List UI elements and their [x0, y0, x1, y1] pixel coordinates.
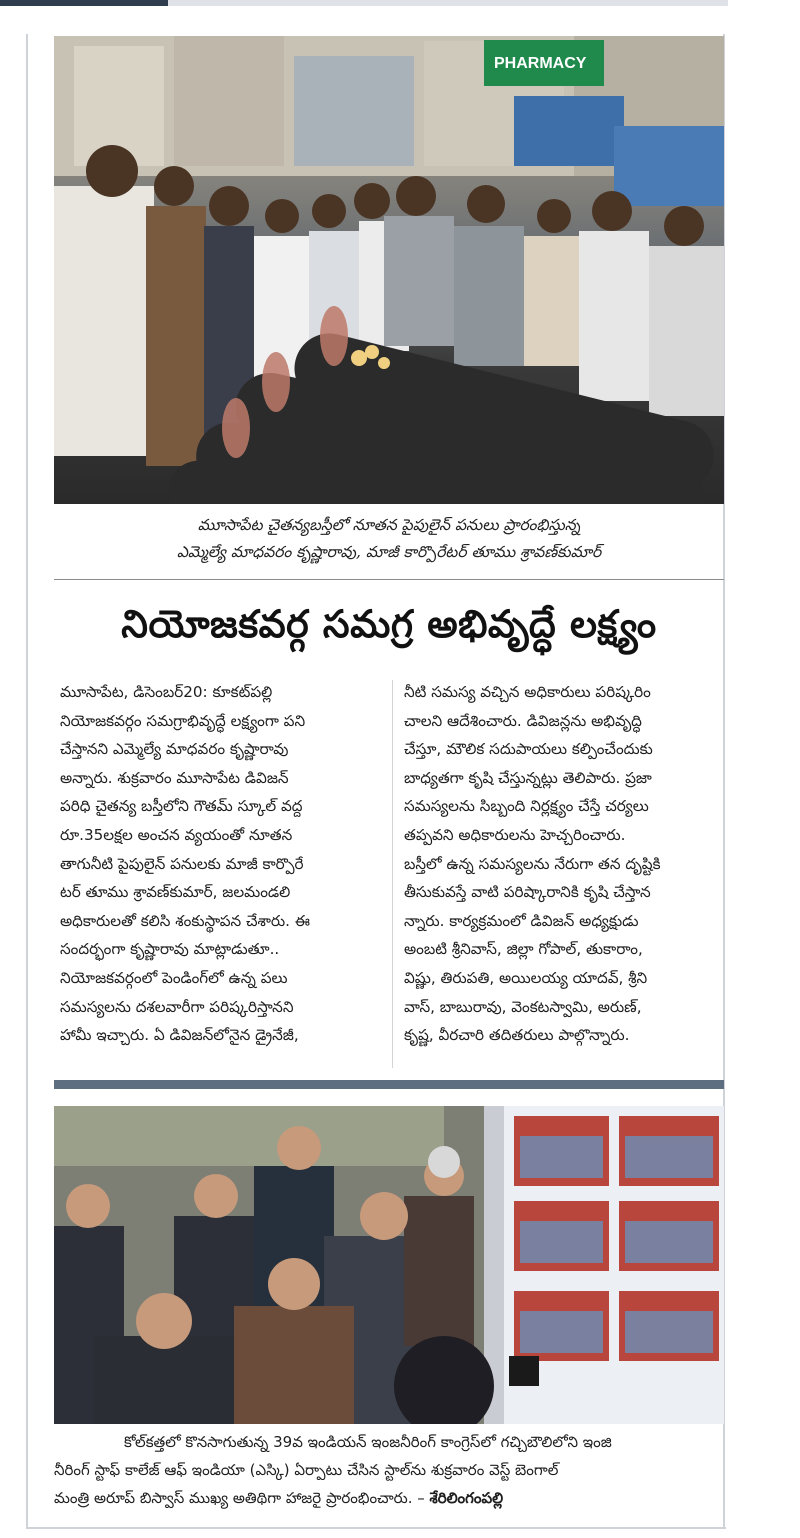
article-column-right [404, 678, 722, 1050]
engineering-congress-illustration [54, 1106, 724, 1424]
article-column-left [60, 678, 378, 1050]
caption-1-line-2: ఎమ్మెల్యే మాధవరం కృష్ణారావు, మాజీ కార్పొరేటర్ తూము శ్రావణ్‌కుమార్ [176, 543, 602, 561]
article-line: తాగునీటి పైపులైన్ పనులకు మాజీ కార్పొరే [60, 854, 304, 873]
caption-1-line-1: మూసాపేట చైతన్యబస్తీలో నూతన పైపులైన్ పనులు ప్రారంభిస్తున్న [197, 516, 581, 534]
article-line: రూ.35లక్షల అంచన వ్యయంతో నూతన [60, 825, 293, 844]
top-bar [0, 0, 800, 8]
caption-2-line-3 [54, 1484, 724, 1512]
article-line: చేస్తూ, మౌలిక సదుపాయలు కల్పించేందుకు [404, 740, 653, 759]
article-line: న్నారు. కార్యక్రమంలో డివిజన్ అధ్యక్షుడు [404, 911, 639, 930]
article-line: సందర్భంగా కృష్ణారావు మాట్లాడుతూ.. [60, 940, 280, 959]
photo-caption-1 [54, 512, 724, 566]
article-line: చాలని ఆదేశించారు. డివిజన్లను అభివృద్ధి [404, 711, 642, 730]
article-line: తీసుకువస్తే వాటి పరిష్కారానికి కృషి చేస్తాన [404, 883, 651, 902]
article-headline: నియోజకవర్గ సమగ్ర అభివృద్ధే లక్ష్యం [121, 602, 657, 646]
pipeline-event-photo [54, 36, 724, 504]
article-line: అంబటి శ్రీనివాస్, జిల్లా గోపాల్, తుకారాం, [404, 940, 643, 959]
pharmacy-sign-text: PHARMACY [494, 55, 587, 72]
article-line: టర్ తూము శ్రావణ్‌కుమార్, జలమండలి [60, 883, 291, 902]
article-line: విష్ణు, తిరుపతి, అయిలయ్య యాదవ్, శ్రీని [404, 968, 648, 987]
section-divider-band [54, 1080, 724, 1089]
left-border [26, 34, 28, 1529]
article-line: నీటి సమస్య వచ్చిన అధికారులు పరిష్కరిం [404, 683, 651, 701]
article-line: బస్తీలో ఉన్న సమస్యలను నేరుగా తన దృష్టికి [404, 854, 661, 873]
top-bar-light-segment [168, 0, 728, 6]
engineering-congress-photo [54, 1106, 724, 1424]
photo-caption-2 [54, 1428, 724, 1512]
article-line: నియోజకవర్గంలో పెండింగ్‌లో ఉన్న పలు [60, 968, 288, 987]
article-line: మూసాపేట, డిసెంబర్20: కూకట్‌పల్లి [60, 683, 273, 701]
article-line: వాస్, బాబురావు, వెంకటస్వామి, అరుణ్, [404, 997, 642, 1016]
caption-2-line-2: నీరింగ్ స్టాఫ్ కాలేజ్ ఆఫ్ ఇండియా (ఎస్కి) ఏర్పాటు చేసిన స్టాల్‌ను శుక్రవారం వెస్ట్ బెంగాల్ [54, 1461, 559, 1479]
article-line: చేస్తానని ఎమ్మెల్యే మాధవరం కృష్ణారావు [60, 740, 289, 759]
article-line: నియోజకవర్గం సమగ్రాభివృద్ధే లక్ష్యంగా పని [60, 711, 306, 730]
article-line: కృష్ణ, వీరచారి తదితరులు పాల్గొన్నారు. [404, 1026, 630, 1045]
article-line: సమస్యలను దశలవారీగా పరిష్కరిస్తానని [60, 997, 294, 1016]
bottom-border [26, 1527, 726, 1529]
article-line: బాధ్యతగా కృషి చేస్తున్నట్లు తెలిపారు. ప్రజా [404, 768, 652, 787]
caption-separator [54, 579, 724, 580]
column-divider [392, 680, 393, 1068]
article-line: పరిధి చైతన్య బస్తీలోని గౌతమ్ స్కూల్ వద్ద [60, 797, 303, 816]
caption-2-line-1: కోల్‌కత్తలో కొనసాగుతున్న 39వ ఇండియన్ ఇంజనీరింగ్ కాంగ్రెస్‌లో గచ్చిబౌలిలోని ఇంజి [124, 1433, 612, 1451]
caption-2-line-3-text: మంత్రి అరూప్ బిస్వాస్ ముఖ్య అతిథిగా హాజరై ప్రారంభించారు. – [54, 1489, 425, 1507]
article-line: హామీ ఇచ్చారు. ఏ డివిజన్‌లోనైన డ్రైనేజీ, [60, 1026, 299, 1045]
article-line: సమస్యలను సిబ్బంది నిర్లక్ష్యం చేస్తే చర్యలు [404, 797, 649, 816]
article-line: అన్నారు. శుక్రవారం మూసాపేట డివిజన్ [60, 768, 289, 787]
article-line: తప్పవని అధికారులను హెచ్చరించారు. [404, 825, 626, 844]
top-bar-dark-segment [0, 0, 168, 6]
caption-2-byline: శేరిలింగంపల్లి [429, 1489, 504, 1507]
article-line: అధికారులతో కలిసి శంకుస్థాపన చేశారు. ఈ [60, 911, 310, 930]
pipeline-event-illustration [54, 36, 724, 504]
